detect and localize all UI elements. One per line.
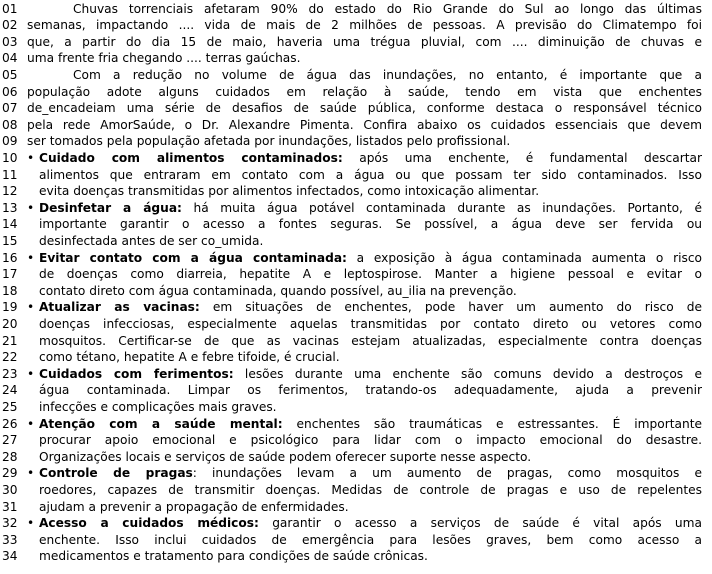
line-number: 01	[2, 1, 18, 16]
bullet-icon: •	[27, 200, 35, 215]
text-run: importante garantir o acesso a fontes seguras. Se possível, a água deve ser fervida ou	[39, 217, 702, 232]
line-number: 33	[2, 532, 18, 547]
line-text	[39, 167, 702, 184]
text-run: Com a redução no volume de água das inundações, no entanto, é importante que a	[73, 67, 702, 82]
bold-heading: Cuidados com ferimentos:	[39, 366, 234, 381]
text-run: lesões durante uma enchente são comuns devido a destroços e	[233, 366, 702, 381]
document-line	[0, 117, 712, 134]
bullet-icon: •	[27, 250, 35, 265]
line-text	[27, 34, 702, 51]
text-run: garantir o acesso a serviços de saúde é vital após uma	[258, 516, 702, 531]
line-number: 07	[2, 101, 18, 116]
line-text	[39, 465, 702, 482]
text-run: doenças infecciosas, especialmente aquelas transmitidas por contato direto ou vetores como	[39, 316, 702, 331]
text-run: há muita água potável contaminada durante as inundações. Portanto, é	[181, 200, 702, 215]
text-run: como tétano, hepatite A e febre tifoide, é crucial.	[39, 350, 340, 365]
bold-heading: Cuidado com alimentos contaminados:	[39, 150, 343, 165]
line-number: 06	[2, 84, 18, 99]
line-number: 16	[2, 250, 18, 265]
line-text	[39, 200, 702, 217]
line-text	[39, 250, 702, 267]
line-text	[73, 67, 702, 84]
line-number: 15	[2, 233, 18, 248]
text-run: Chuvas torrenciais afetaram 90% do estado do Rio Grande do Sul ao longo das últimas	[73, 1, 702, 16]
line-number: 29	[2, 466, 18, 481]
text-run: após uma enchente, é fundamental descartar	[342, 150, 702, 165]
document-line	[0, 382, 712, 399]
text-run: ser tomados pela população afetada por inundações, listados pelo profissional.	[27, 134, 511, 149]
text-run: infecções e complicações mais graves.	[39, 399, 277, 414]
line-number: 10	[2, 150, 18, 165]
document-line	[0, 299, 712, 316]
line-number: 12	[2, 184, 18, 199]
line-text	[39, 382, 702, 399]
text-run: contato direto com água contaminada, quando possível, au_ilia na prevenção.	[39, 283, 517, 298]
line-number: 13	[2, 200, 18, 215]
text-run: ajudam a prevenir a propagação de enfermidades.	[39, 499, 349, 514]
text-run: mosquitos. Certificar-se de que as vacinas estejam atualizadas, especialmente contra doenças	[39, 333, 702, 348]
line-number: 26	[2, 416, 18, 431]
text-run: água contaminada. Limpar os ferimentos, tratando-os adequadamente, ajuda a prevenir	[39, 383, 702, 398]
line-number: 05	[2, 67, 18, 82]
bold-heading: Acesso a cuidados médicos:	[39, 516, 259, 531]
document-line	[0, 167, 712, 184]
line-number: 18	[2, 283, 18, 298]
line-text	[27, 17, 702, 34]
document-line	[0, 366, 712, 383]
document-line	[0, 250, 712, 267]
line-number: 11	[2, 167, 18, 182]
text-run: de_encadeiam uma série de desafios de saúde pública, conforme destaca o responsável técnico	[27, 101, 702, 116]
bold-heading: Desinfetar a água:	[39, 200, 182, 215]
bullet-icon: •	[27, 466, 35, 481]
document-line	[0, 499, 712, 516]
line-text	[39, 532, 702, 549]
document-line	[0, 133, 712, 150]
text-run: em situações de enchentes, pode haver um aumento do risco de	[199, 300, 702, 315]
line-text	[39, 499, 702, 516]
text-run: desinfectada antes de ser co_umida.	[39, 233, 264, 248]
line-text	[39, 482, 702, 499]
line-text	[39, 515, 702, 532]
document-line	[0, 432, 712, 449]
text-run: semanas, impactando .... vida de mais de 2 milhões de pessoas. A previsão do Climatempo foi	[27, 18, 702, 33]
line-text	[27, 84, 702, 101]
line-number: 30	[2, 482, 18, 497]
document-line	[0, 416, 712, 433]
line-text	[73, 1, 702, 18]
document-line	[0, 482, 712, 499]
document-line	[0, 532, 712, 549]
document-line	[0, 449, 712, 466]
line-text	[39, 432, 702, 449]
line-text	[39, 449, 702, 466]
line-number: 08	[2, 117, 18, 132]
line-text	[39, 233, 702, 250]
document-line	[0, 100, 712, 117]
document-line	[0, 399, 712, 416]
line-number: 25	[2, 399, 18, 414]
text-run: de doenças como diarreia, hepatite A e leptospirose. Manter a higiene pessoal e evitar o	[39, 267, 702, 282]
line-text	[39, 283, 702, 300]
text-run: que, a partir do dia 15 de maio, haveria uma trégua pluvial, com .... diminuição de chuvas e	[27, 34, 702, 49]
document-line	[0, 283, 712, 300]
line-number: 04	[2, 51, 18, 66]
document-line	[0, 515, 712, 532]
line-number: 28	[2, 449, 18, 464]
line-number: 02	[2, 18, 18, 33]
line-text	[39, 548, 702, 565]
text-run: a exposição à água contaminada aumenta o risco	[346, 250, 702, 265]
line-number: 34	[2, 549, 18, 564]
text-run: alimentos que entraram em contato com a água ou que possam ter sido contaminados. Isso	[39, 167, 702, 182]
document-line	[0, 349, 712, 366]
document-line	[0, 233, 712, 250]
line-number: 21	[2, 333, 18, 348]
bold-heading: Controle de pragas	[39, 466, 193, 481]
line-number: 19	[2, 300, 18, 315]
document-line	[0, 465, 712, 482]
line-text	[39, 416, 702, 433]
line-text	[39, 183, 702, 200]
document-line	[0, 316, 712, 333]
line-number: 17	[2, 267, 18, 282]
bullet-icon: •	[27, 516, 35, 531]
text-run: pela rede AmorSaúde, o Dr. Alexandre Pimenta. Confira abaixo os cuidados essenciais que devem	[27, 117, 702, 132]
line-text	[39, 366, 702, 383]
document-line	[0, 84, 712, 101]
line-number: 31	[2, 499, 18, 514]
line-number: 32	[2, 516, 18, 531]
bold-heading: Evitar contato com a água contaminada:	[39, 250, 347, 265]
line-number: 14	[2, 217, 18, 232]
line-text	[39, 333, 702, 350]
line-text	[39, 216, 702, 233]
line-text	[27, 100, 702, 117]
line-text	[27, 117, 702, 134]
line-number: 24	[2, 383, 18, 398]
line-number: 23	[2, 366, 18, 381]
text-run: evita doenças transmitidas por alimentos infectados, como intoxicação alimentar.	[39, 184, 540, 199]
document-line	[0, 34, 712, 51]
document-line	[0, 150, 712, 167]
bullet-icon: •	[27, 300, 35, 315]
line-number: 22	[2, 350, 18, 365]
line-text	[39, 399, 702, 416]
bullet-icon: •	[27, 416, 35, 431]
document-line	[0, 200, 712, 217]
line-text	[39, 266, 702, 283]
document-line	[0, 183, 712, 200]
text-run: : inundações levam a um aumento de pragas, como mosquitos e	[192, 466, 702, 481]
line-text	[39, 299, 702, 316]
bold-heading: Atualizar as vacinas:	[39, 300, 200, 315]
line-number: 20	[2, 316, 18, 331]
text-run: procurar apoio emocional e psicológico para lidar com o impacto emocional do desastre.	[39, 433, 702, 448]
text-run: enchentes são traumáticas e estressantes. É importante	[282, 416, 702, 431]
document-line	[0, 216, 712, 233]
document-line	[0, 17, 712, 34]
text-run: uma frente fria chegando .... terras gaúchas.	[27, 51, 301, 66]
bullet-icon: •	[27, 366, 35, 381]
line-text	[39, 349, 702, 366]
document-line	[0, 50, 712, 67]
line-number: 27	[2, 433, 18, 448]
text-run: enchente. Isso inclui cuidados de emergência para lesões graves, bem como acesso a	[39, 532, 702, 547]
document-line	[0, 333, 712, 350]
text-run: medicamentos e tratamento para condições de saúde crônicas.	[39, 549, 428, 564]
document-line	[0, 67, 712, 84]
line-number: 03	[2, 34, 18, 49]
bullet-icon: •	[27, 150, 35, 165]
line-text	[27, 133, 702, 150]
text-run: roedores, capazes de transmitir doenças. Medidas de controle de pragas e uso de repelentes	[39, 482, 702, 497]
line-text	[39, 316, 702, 333]
document-line	[0, 266, 712, 283]
document-line	[0, 1, 712, 18]
bold-heading: Atenção com a saúde mental:	[39, 416, 283, 431]
text-run: população adote alguns cuidados em relação à saúde, tendo em vista que enchentes	[27, 84, 702, 99]
text-run: Organizações locais e serviços de saúde podem oferecer suporte nesse aspecto.	[39, 449, 532, 464]
line-text	[27, 50, 702, 67]
line-number: 09	[2, 134, 18, 149]
document-line	[0, 548, 712, 565]
line-text	[39, 150, 702, 167]
